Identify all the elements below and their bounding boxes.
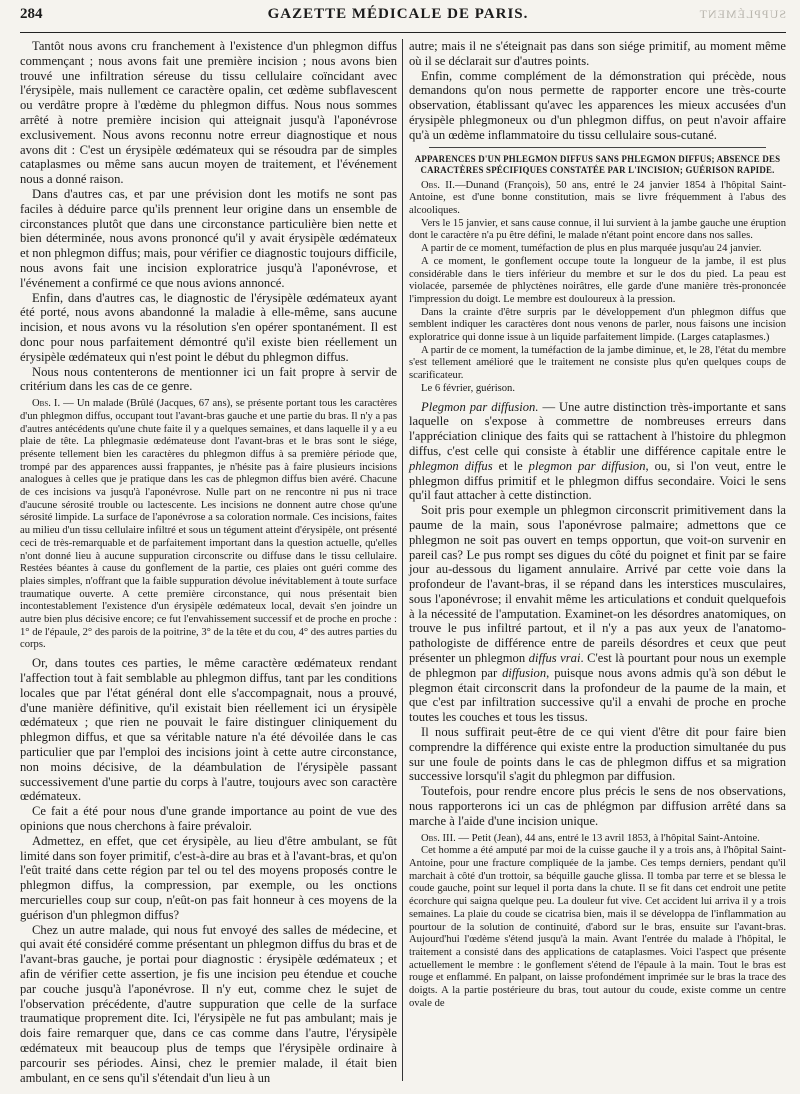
observation-paragraph: A partir de ce moment, la tuméfaction de la jambe diminue, et, le 28, l'état du membre s'est tellement amélioré que le traitement ne consiste plus qu'en quelques coups de scarificateur.: [409, 344, 786, 382]
paragraph: Ce fait a été pour nous d'une grande importance au point de vue des opinions que nous cherchons à faire prévaloir.: [20, 804, 397, 833]
paragraph: Admettez, en effet, que cet érysipèle, au lieu d'être ambulant, se fût limité dans son foyer primitif, c'est-à-dire au bras et à l'avant-bras, et qu'on l'eût traité dans cette région par tel ou tel des moyens proposés contre le phlegmon diffus, la compression, par exemple, ou les onctions mercurielles coup sur coup, n'eût-on pas fait honneur à ces moyens de la guérison d'un phlegmon diffus?: [20, 833, 397, 922]
observation-paragraph: Cet homme a été amputé par moi de la cuisse gauche il y a trois ans, à l'hôpital Saint-Antoine, pour une fracture compliquée de la jambe. Ces temps derniers, pendant qu'il marchait à côté d'un trottoir, sa béquille gauche glissa. Il tomba par terre et se blessa le coude gauche, point sur lequel il porta dans la chute. Il se fit dans cet endroit une petite écorchure qui saigna quelque peu. La douleur fut vive. Cet accident lui arriva il y a trois semaines. La plaie du coude se cicatrisa bien, mais il se développa de l'inflammation au pourtour de la solution de continuité, d'abord sur le bras, ensuite sur l'avant-bras. Aujourd'hui l'œdème s'étend jusqu'à la main. Avant l'entrée du malade à l'hôpital, le traitement a consisté dans des applications de cataplasmes. Voici l'aspect que présente actuellement le membre : le gonflement s'étend de l'épaule à la main. Tout le bras est rouge et enflammé. En palpant, on laisse profondément imprimée sur le bras la trace des doigts. A la partie postérieure du bras, tout autour du coude, existe comme un centre ovale de: [409, 845, 786, 1009]
observation-1: [20, 398, 397, 652]
observation-label: Obs. III.: [421, 832, 456, 844]
italic-term: diffusion: [502, 665, 547, 680]
paragraph: Enfin, dans d'autres cas, le diagnostic de l'érysipèle œdémateux ayant été porté, nous avons abandonné la maladie à elle-même, sans aucune incision, et nous avons vu la résolution s'en opérer spontanément. Il est donc pour nous parfaitement démontré qu'il existe bien réellement un érysipèle œdémateux qui n'est point le début du phlegmon diffus.: [20, 290, 397, 364]
observation-paragraph: A partir de ce moment, tuméfaction de plus en plus marquée jusqu'au 24 janvier.: [421, 243, 762, 255]
section-rule: [429, 147, 766, 148]
observation-paragraph: Dans la crainte d'être surpris par le développement d'un phlegmon diffus que semblent indiquer les caractères dont nous venons de parler, nous faisons une incision exploratrice qui donne issue à un liquide parfaitement limpide. (Larges cataplasmes.): [409, 306, 786, 344]
journal-title: GAZETTE MÉDICALE DE PARIS.: [267, 6, 529, 22]
observation-paragraph: A ce moment, le gonflement occupe toute la longueur de la jambe, il est plus considérable dans le tiers inférieur du membre et sur le dos du pied. La peau est violacée, parsemée de phlyctènes noirâtres, elle garde d'une manière très-prononcée l'impression du doigt. Le membre est douloureux à la pression.: [409, 255, 786, 305]
paragraph: Nous nous contenterons de mentionner ici un fait propre à servir de critérium dans les cas de ce genre.: [20, 364, 397, 394]
observation-text: —Dunand (François), 50 ans, entré le 24 janvier 1854 à l'hôpital Saint-Antoine, est d'une bonne constitution, mais se livre fréquemment à l'abus des alcooliques.: [409, 179, 786, 216]
section-heading: APPARENCES D'UN PHLEGMON DIFFUS SANS PHLEGMON DIFFUS; ABSENCE DES CARACTÈRES SPÉCIFIQUES CONSTATÉE PAR L'INCISION; GUÉRISON RAPIDE.: [414, 153, 781, 175]
paragraph: autre; mais il ne s'éteignait pas dans son siége primitif, au moment même où il se déclarait sur d'autres points.: [409, 39, 786, 68]
paragraph: Tantôt nous avons cru franchement à l'existence d'un phlegmon diffus commençant ; nous avons fait une première incision ; nous avons bien trouvé une infiltration séreuse du tissu cellulaire coïncidant avec l'érysipèle, mais nullement ce caractère opalin, cet œdème subflavescent ou verdâtre propre à l'œdème du phlegmon diffus. Nous nous sommes arrêté à notre première incision qui atteignait jusqu'à l'aponévrose exclusivement. Nous avons reconnu notre erreur diagnostique et nous avons dit : C'est un érysipèle œdémateux qui se résoudra par de simples cataplasmes ou même sans aucun moyen de traitement, et l'événement nous a donné raison.: [20, 39, 397, 187]
italic-term: Plegmon par diffusion.: [421, 399, 539, 414]
page-number: 284: [20, 6, 43, 22]
paragraph: Dans d'autres cas, et par une prévision dont les motifs ne sont pas faciles à déduire parce qu'ils prennent leur origine dans un ensemble de circonstances plutôt que dans une circonstance particulière bien nette et bien déterminée, nous avons prononcé qu'il y avait érysipèle œdémateux et non phlegmon diffus; mais, pour vérifier ce diagnostic toujours difficile, nous avons fait une incision exploratrice jusqu'à l'aponévrose, et l'événement a confirmé ce que nous avions annoncé.: [20, 186, 397, 290]
observation-text: — Petit (Jean), 44 ans, entré le 13 avril 1853, à l'hôpital Saint-Antoine.: [455, 832, 760, 844]
two-column-body: [20, 33, 786, 1089]
page-header: [20, 6, 786, 33]
bleed-through-text: SUPPLÉMENT: [698, 7, 786, 21]
observation-label: Obs. I.: [32, 398, 61, 410]
observation-3: [409, 833, 786, 846]
paragraph: Il nous suffirait peut-être de ce qui vient d'être dit pour faire bien comprendre la différence qui existe entre la production simultanée du pus sur une foule de points dans le cas de phlegmon diffus et sa migration successive lorsqu'il s'agit du phlegmon par diffusion.: [409, 725, 786, 784]
paragraph: Or, dans toutes ces parties, le même caractère œdémateux rendant l'affection tout à fait semblable au phlegmon diffus, tant par les conditions locales que par l'état général dont elle s'accompagnait, nous a prouvé, d'une manière définitive, qu'il existait bien réellement ici un érysipèle œdémateux ; que rien ne pouvait le faire distinguer cliniquement du phlegmon diffus, et que sa véritable nature n'a été dévoilée dans le cas particulier que par l'emploi des incisions joint à cette autre circonstance, non moins décisive, de la déambulation de l'érysipèle passant successivement d'une partie du corps à l'autre, toujours avec son caractère œdémateux.: [20, 656, 397, 804]
paragraph: Toutefois, pour rendre encore plus précis le sens de nos observations, nous rapporterons ici un cas de phlégmon par diffusion arrêté dans sa marche à l'aide d'une incision unique.: [409, 784, 786, 828]
italic-term: diffus vrai: [528, 651, 581, 666]
observation-paragraph: Le 6 février, guérison.: [421, 382, 515, 394]
paragraph: Soit pris pour exemple un phlegmon circonscrit primitivement dans la paume de la main, sous l'aponévrose palmaire; admettons que ce phlegmon ne soit pas ouvert en temps opportun, que voit-on survenir en pareil cas? Le pus rompt ses digues du côté du poignet et finit par se faire jour au-dessous du ligament annulaire. Arrivé par cette voie dans la profondeur de l'avant-bras, il se répand dans les interstices musculaires, sous l'aponévrose; il envahit même les articulations et conduit quelquefois à la nécessité de l'amputation. Examinet-on les désordres anatomiques, on trouve le pus infiltré partout, et il n'y a pas aux yeux de l'anatomo-pathologiste de différence entre de pareils désordres et ceux que peut présenter un phlegmon diffus vrai. C'est là pourtant pour nous un exemple de phlegmon par diffusion, puisque nous avons admis qu'à son début le plegmon était circonscrit dans la profondeur de la paume de la main, et que c'est par infiltration successive qu'il a envahi de proche en proche toutes les couches et tous les tissus.: [409, 503, 786, 725]
italic-term: plegmon par diffusion: [528, 458, 646, 473]
observation-paragraph: Vers le 15 janvier, et sans cause connue, il lui survient à la jambe gauche une éruption dont le caractère n'a pu être défini, le malade n'étant point encore dans nos salles.: [409, 217, 786, 242]
left-column: [20, 33, 402, 1089]
right-column: [403, 33, 786, 1089]
paragraph: Plegmon par diffusion. — Une autre distinction très-importante et sans laquelle on s'expose à commettre de nombreuses erreurs dans l'appréciation clinique des faits qui se rattachent à l'histoire du phlegmon diffus, c'est celle qui consiste à établir une différence capitale entre le phlegmon diffus et le plegmon par diffusion, ou, si l'on veut, entre le phlegmon diffus primitif et le phlegmon diffus secondaire. Voici le sens qu'il faut attacher à cette distinction.: [409, 399, 786, 503]
italic-term: phlegmon diffus: [409, 458, 493, 473]
observation-label: Obs. II.: [421, 179, 455, 191]
paragraph: Chez un autre malade, qui nous fut envoyé des salles de médecine, et qui avait été considéré comme présentant un phlegmon diffus du bras et de l'avant-bras gauche, je portai pour diagnostic : érysipèle œdémateux ; et afin de vérifier cette assertion, je fis une incision peu étendue et couche par couche jusqu'à l'aponévrose. Il n'y eut, comme chez le sujet de l'observation précédente, d'autre suppuration que celle de la surface traumatique proprement dite. Ici, l'érysipèle ne fut pas ambulant; mais je dois faire remarquer que, dans ce cas comme dans l'autre, l'érysipèle œdémateux mit beaucoup plus de temps que l'érysipèle ordinaire à parcourir ses périodes. Ainsi, chez le premier malade, il était bien ambulant, en ce sens qu'il s'étendait d'un lieu à un: [20, 922, 397, 1085]
paragraph: Enfin, comme complément de la démonstration qui précède, nous demandons qu'on nous permette de rapporter encore une très-courte observation, établissant qu'avec les apparences les mieux accusées d'un érysipèle phlegmoneux ou d'un phlegmon diffus, on peut n'avoir affaire qu'à un œdème inflammatoire du tissu cellulaire sous-cutané.: [409, 68, 786, 142]
observation-text: — Un malade (Brûlé (Jacques, 67 ans), se présente portant tous les caractères d'un phlegmon diffus, occupant tout l'avant-bras gauche et une partie du bras. Il n'y a pas d'autres antécédents qu'une chute faite il y a quelques semaines, et dans laquelle il y a eu plaie de tête. La phlegmasie œdémateuse dont l'avant-bras et le bras sont le siége, présente tellement bien les caractères du phlegmon diffus à sa première période que, trompé par des apparences aussi frappantes, je n'hésite pas à faire plusieurs incisions analogues à celles que je pratique dans les cas de phlegmon diffus bien avéré. Chacune de ces incisions va jusqu'à l'aponévrose. Nulle part on ne rencontre ni pus ni trace d'aucune sérosité trouble ou lactescente. Les incisions ne donnent autre chose qu'une sérosité limpide. La surface de l'aponévrose a sa coloration normale. Ces incisions, faites au milieu d'un tissu cellulaire infiltré et sous un tégument atteint d'érysipèle, ont présenté ceci de très-remarquable et de parfaitement important dans la question actuelle, qu'elles n'ont donné lieu à aucune suppuration circonscrite ou diffuse dans le tissu cellulaire. Restées béantes à cause du gonflement de la partie, ces plaies ont guéri comme des plaies simples, n'offrant que la faible suppuration dévolue inévitablement à toute surface traumatique ouverte. A cette première circonstance, qui nous présentait bien incontestablement l'existence d'un érysipèle œdémateux local, devait s'en joindre un autre bien plus décisive encore; ce fut l'envahissement successif et de proche en proche : 1° de l'épaule, 2° des parois de la poitrine, 3° de la tête et du cou, 4° des autres parties du corps.: [20, 398, 397, 651]
observation-2: [409, 180, 786, 218]
